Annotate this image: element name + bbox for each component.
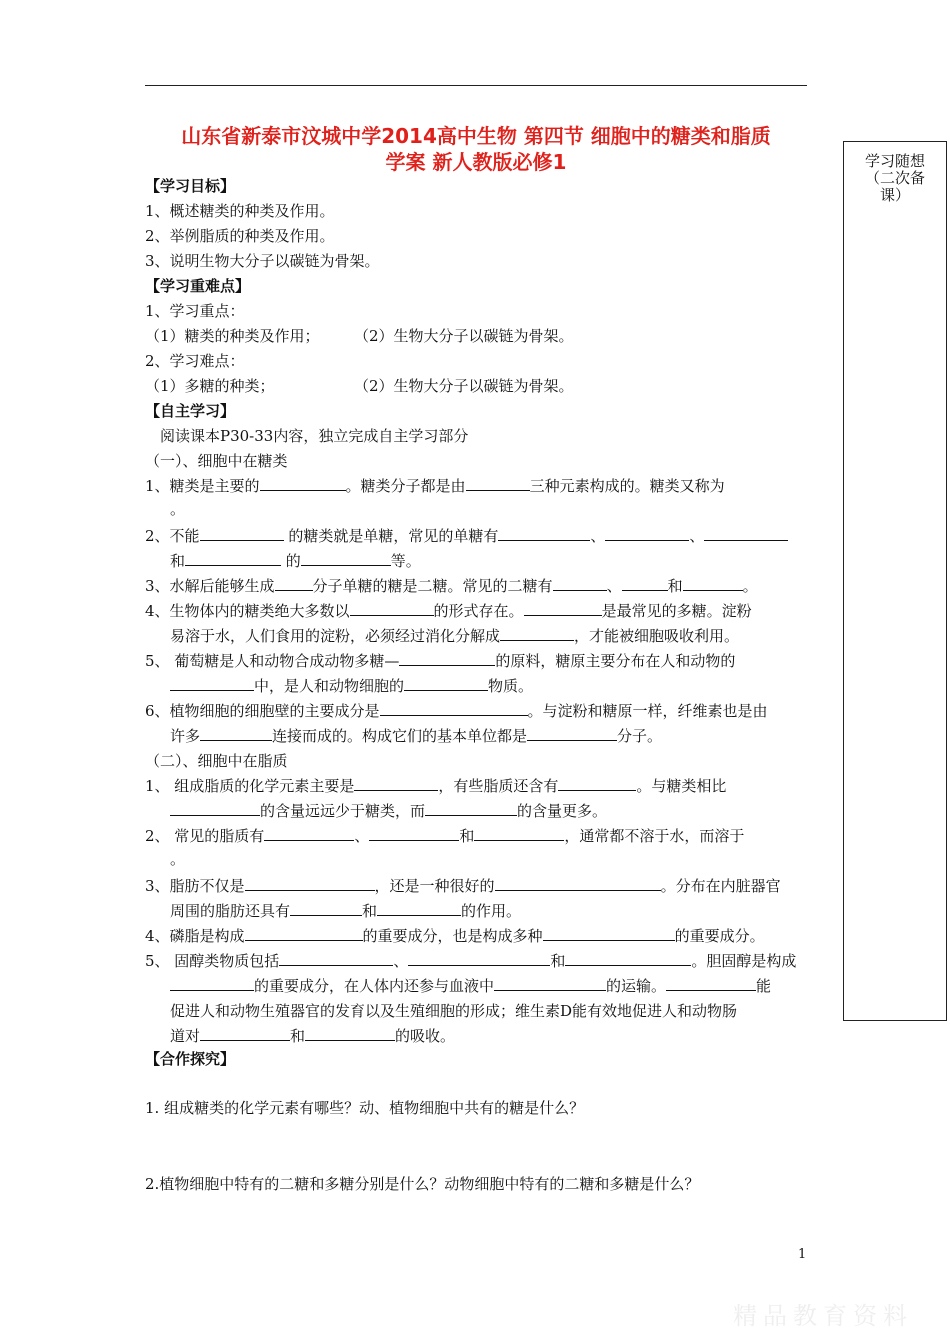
- self-study-heading: 【自主学习】: [145, 402, 236, 420]
- blank[interactable]: [377, 901, 461, 916]
- sidebar-label-3: 课）: [879, 186, 910, 204]
- question-line: 5、 葡萄糖是人和动物合成动物多糖— 的原料，糖原主要分布在人和动物的: [145, 652, 736, 670]
- blank[interactable]: [466, 476, 530, 491]
- focus-item-a: （1）糖类的种类及作用；: [145, 327, 320, 345]
- blank[interactable]: [260, 476, 346, 491]
- question-line: 2、不能 的糖类就是单糖，常见的单糖有 、 、: [145, 526, 788, 546]
- blank[interactable]: [279, 951, 393, 966]
- sidebar-label-2: （二次备: [864, 169, 925, 187]
- question-line: 6、植物细胞的细胞壁的主要成分是 。与淀粉和糖原一样，纤维素也是由: [145, 702, 768, 720]
- question-line: 2、 常见的脂质有 、 和 ，通常都不溶于水，而溶于: [145, 827, 745, 845]
- blank[interactable]: [404, 676, 488, 691]
- question-line: 3、脂肪不仅是 ，还是一种很好的 。分布在内脏器官: [145, 877, 781, 895]
- blank[interactable]: [425, 801, 517, 816]
- question-line: 的含量远远少于糖类，而 的含量更多。: [170, 801, 607, 821]
- page-number: 1: [798, 1247, 807, 1262]
- sugar-section-title: （一）、细胞中在糖类: [145, 452, 288, 470]
- lipid-section-title: （二）、细胞中在脂质: [145, 752, 288, 770]
- self-study-intro: 阅读课本P30-33内容，独立完成自主学习部分: [160, 427, 469, 445]
- blank[interactable]: [622, 576, 668, 591]
- blank[interactable]: [354, 776, 438, 791]
- difficulty-item-b: （2）生物大分子以碳链为骨架。: [354, 377, 574, 395]
- blank[interactable]: [301, 551, 391, 566]
- blank[interactable]: [666, 976, 756, 991]
- objective-item: 2、举例脂质的种类及作用。: [145, 227, 335, 245]
- blank[interactable]: [498, 526, 590, 541]
- question-line: 中，是人和动物细胞的 物质。: [170, 676, 533, 696]
- blank[interactable]: [200, 526, 284, 541]
- blank[interactable]: [474, 826, 564, 841]
- document-title-line2: 学案 新人教版必修1: [385, 150, 567, 174]
- difficulty-label: 2、学习难点：: [145, 352, 245, 370]
- blank[interactable]: [275, 576, 313, 591]
- objective-item: 1、概述糖类的种类及作用。: [145, 202, 335, 220]
- question-line: 5、 固醇类物质包括 、 和 。胆固醇是构成: [145, 952, 797, 970]
- blank[interactable]: [553, 576, 607, 591]
- blank[interactable]: [524, 601, 602, 616]
- blank[interactable]: [185, 551, 281, 566]
- blank[interactable]: [605, 526, 689, 541]
- question-line: 3、水解后能够生成 分子单糖的糖是二糖。常见的二糖有 、 和 。: [145, 577, 758, 595]
- question-line: 和 的 等。: [170, 552, 421, 570]
- question-line: 的重要成分，在人体内还参与血液中 的运输。 能: [170, 976, 771, 996]
- question-line: 。: [170, 500, 186, 518]
- watermark: 精品教育资料: [733, 1302, 913, 1330]
- blank[interactable]: [704, 526, 788, 541]
- blank[interactable]: [558, 776, 636, 791]
- blank[interactable]: [350, 601, 434, 616]
- discussion-question: 1. 组成糖类的化学元素有哪些？动、植物细胞中共有的糖是什么？: [145, 1099, 585, 1117]
- blank[interactable]: [264, 826, 354, 841]
- blank[interactable]: [305, 1026, 395, 1041]
- question-line: 周围的脂肪还具有 和 的作用。: [170, 902, 522, 920]
- blank[interactable]: [170, 976, 254, 991]
- notes-sidebar-box: [843, 141, 947, 1021]
- blank[interactable]: [495, 876, 661, 891]
- question-line: 道对 和 的吸收。: [170, 1027, 456, 1045]
- blank[interactable]: [380, 701, 528, 716]
- blank[interactable]: [245, 926, 363, 941]
- blank[interactable]: [494, 976, 606, 991]
- focus-item-b: （2）生物大分子以碳链为骨架。: [354, 327, 574, 345]
- sidebar-label: 学习随想: [864, 152, 925, 170]
- blank[interactable]: [527, 726, 617, 741]
- blank[interactable]: [170, 676, 254, 691]
- question-line: 许多 连接而成的。构成它们的基本单位都是 分子。: [170, 727, 663, 745]
- question-line: 1、糖类是主要的 。糖类分子都是由 三种元素构成的。糖类又称为: [145, 477, 725, 495]
- key-points-heading: 【学习重难点】: [145, 277, 251, 295]
- objective-item: 3、说明生物大分子以碳链为骨架。: [145, 252, 380, 270]
- objectives-heading: 【学习目标】: [145, 177, 236, 195]
- discussion-question: 2.植物细胞中特有的二糖和多糖分别是什么？动物细胞中特有的二糖和多糖是什么？: [145, 1175, 700, 1193]
- focus-label: 1、学习重点：: [145, 302, 245, 320]
- cooperation-heading: 【合作探究】: [145, 1050, 236, 1068]
- blank[interactable]: [170, 801, 260, 816]
- question-line: 4、磷脂是构成 的重要成分，也是构成多种 的重要成分。: [145, 927, 765, 945]
- question-line: 1、 组成脂质的化学元素主要是 ，有些脂质还含有 。与糖类相比: [145, 777, 727, 795]
- difficulty-item-a: （1）多糖的种类；: [145, 377, 275, 395]
- blank[interactable]: [200, 1026, 290, 1041]
- blank[interactable]: [683, 576, 743, 591]
- document-title: 山东省新泰市汶城中学2014高中生物 第四节 细胞中的糖类和脂质: [181, 124, 771, 148]
- question-line: 促进人和动物生殖器官的发育以及生殖细胞的形成；维生素D能有效地促进人和动物肠: [170, 1002, 738, 1020]
- blank[interactable]: [408, 951, 550, 966]
- question-line: 易溶于水，人们食用的淀粉，必须经过消化分解成 ，才能被细胞吸收利用。: [170, 627, 740, 645]
- header-rule: [145, 85, 807, 86]
- blank[interactable]: [290, 901, 362, 916]
- blank[interactable]: [543, 926, 675, 941]
- question-line: 4、生物体内的糖类绝大多数以 的形式存在。 是最常见的多糖。淀粉: [145, 602, 752, 620]
- blank[interactable]: [369, 826, 459, 841]
- blank[interactable]: [399, 651, 495, 666]
- blank[interactable]: [500, 626, 574, 641]
- blank[interactable]: [565, 951, 691, 966]
- blank[interactable]: [245, 876, 375, 891]
- blank[interactable]: [200, 726, 272, 741]
- question-line: 。: [170, 850, 186, 868]
